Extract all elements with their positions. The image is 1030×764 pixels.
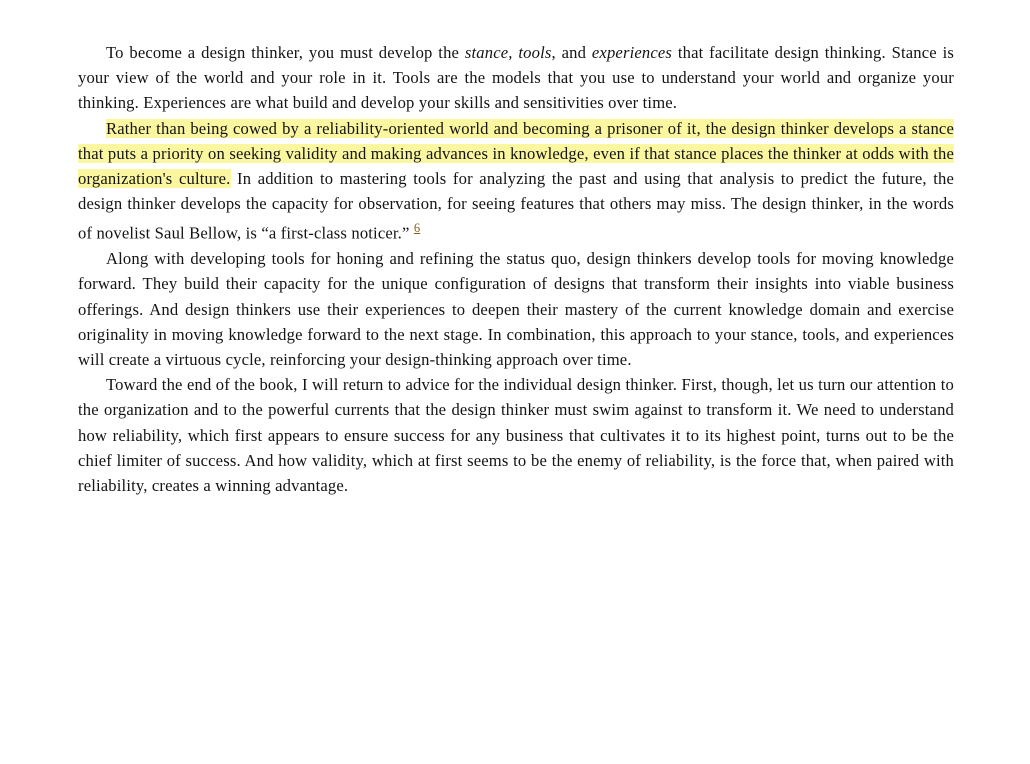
- footnote-reference-link[interactable]: 6: [413, 221, 421, 236]
- text-column: [78, 40, 959, 498]
- emphasis-text: stance, tools: [464, 43, 552, 62]
- paragraph-para-2: [78, 116, 959, 247]
- body-text: Along with developing tools for honing and refining the status quo, design thinkers develop tools for moving knowledge forward. They build their capacity for the unique configuration of designs that transform their insights into viable business offerings. And design thinkers use their experiences to deepen their mastery of the current knowledge domain and exercise originality in moving knowledge forward to the next stage. In combination, this approach to your stance, tools, and experiences will create a virtuous cycle, reinforcing your design-thinking approach over time.: [78, 249, 959, 369]
- paragraph-para-3: [78, 246, 959, 372]
- body-text: , and: [551, 43, 592, 62]
- emphasis-text: experiences: [591, 43, 673, 62]
- body-text: To become a design thinker, you must develop the: [106, 43, 465, 62]
- paragraph-para-1: [78, 40, 959, 116]
- highlighted-text: Rather than being cowed by a reliability-oriented world and becoming a prisoner of it, the design thinker develops a stance that puts a priority on seeking validity and making advances in knowledge, even if that stance places the thinker at odds with the organization's culture.: [78, 118, 954, 189]
- body-text: In addition to mastering tools for analyzing the past and using that analysis to predict the future, the design thinker develops the capacity for observation, for seeing features that others may miss. The design thinker, in the words of novelist Saul Bellow, is “a first-class noticer.”: [78, 169, 959, 243]
- paragraph-para-4: [78, 372, 959, 498]
- body-text: Toward the end of the book, I will return to advice for the individual design thinker. First, though, let us turn our attention to the organization and to the powerful currents that the design thinker must swim against to transform it. We need to understand how reliability, which first appears to ensure success for any business that cultivates it to its highest point, turns out to be the chief limiter of success. And how validity, which at first seems to be the enemy of reliability, is the force that, when paired with reliability, creates a winning advantage.: [78, 375, 959, 495]
- body-text: that facilitate design thinking. Stance is your view of the world and your role in it. Tools are the models that you use to understand your world and organize your thinking. Experiences are what build and develop your skills and sensitivities over time.: [78, 43, 959, 113]
